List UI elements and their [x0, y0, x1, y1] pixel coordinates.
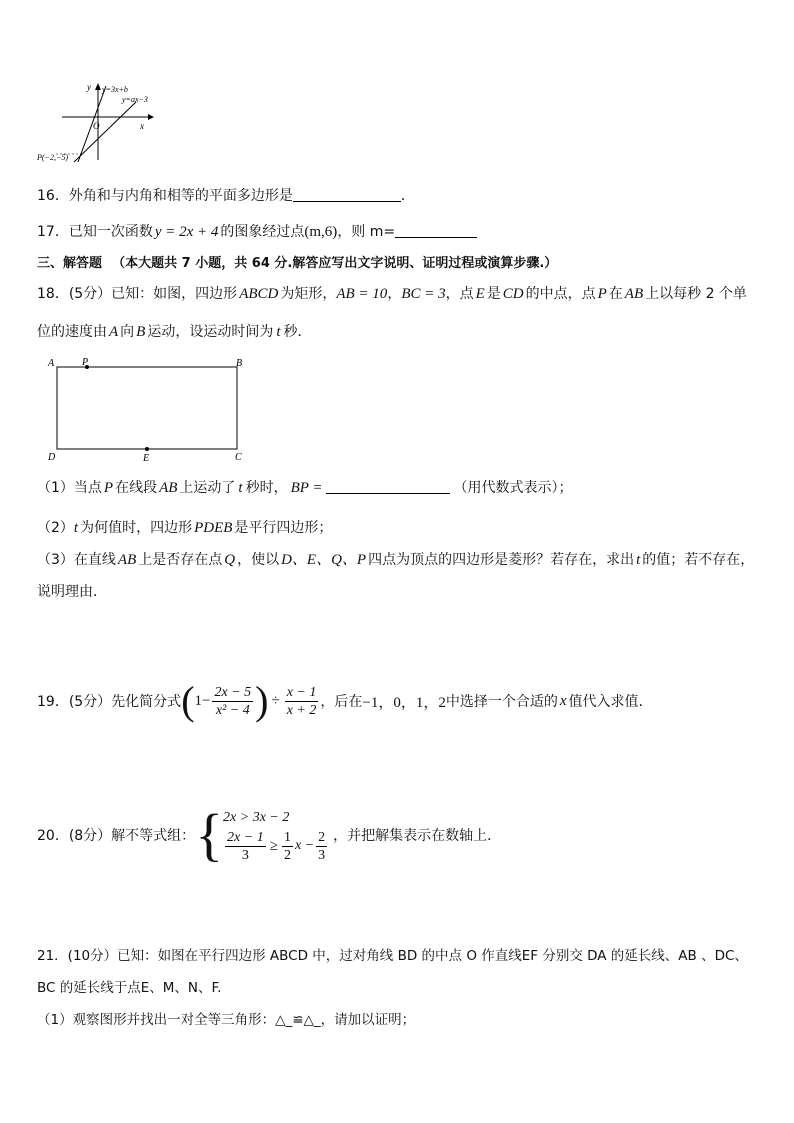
left-paren: (	[181, 678, 195, 723]
y-axis-arrow-icon	[95, 83, 101, 90]
axis-x-label: x	[140, 121, 144, 131]
q18-text: 说明理由．	[37, 584, 107, 600]
q18-text: 位的速度由	[37, 324, 107, 340]
q18-text: 是平行四边形；	[234, 520, 333, 536]
point-e-dot	[145, 447, 149, 451]
q18-text: 的值；若不存在，	[642, 552, 755, 568]
q18-text: ，点	[445, 286, 474, 302]
q18-text: 秒时，	[245, 480, 288, 496]
q21-text: 21．(10分）已知：如图在平行四边形 ABCD 中，过对角线 BD 的中点 O 作直线EF 分别交 DA 的延长线、AB 、DC、	[37, 948, 748, 964]
question-19	[37, 676, 643, 726]
question-16	[37, 186, 415, 206]
origin-label: O	[93, 121, 100, 131]
q18-text: 四点为顶点的四边形是菱形？若存在，求出	[368, 552, 635, 568]
q18-text: 上是否存在点	[138, 552, 223, 568]
q18-text: 秒．	[283, 324, 312, 340]
q18-text: （用代数式表示）；	[453, 480, 573, 496]
q18-p: P	[597, 286, 607, 302]
question-18-sub2	[37, 518, 332, 538]
q18-text: 向	[120, 324, 135, 340]
q17-answer-blank[interactable]	[395, 223, 477, 238]
q18-text: 为矩形，	[280, 286, 337, 302]
q20-den-c: 3	[318, 847, 326, 863]
vertex-b-label: B	[236, 358, 243, 369]
x-axis-arrow-icon	[148, 114, 154, 120]
q20-suffix: ，并把解集表示在数轴上．	[333, 828, 502, 844]
section-3-title: 三、解答题	[37, 256, 103, 271]
question-18-sub1	[37, 478, 573, 498]
q19-text: 中选择一个合适的	[445, 694, 558, 710]
q18-t: t	[276, 324, 281, 340]
q16-text: 16．外角和与内角和相等的平面多边形是	[37, 188, 293, 204]
vertex-c-label: C	[235, 452, 242, 463]
q20-num-b: 1	[283, 829, 291, 845]
q20-den-b: 2	[283, 847, 291, 863]
point-p-label: P	[82, 357, 89, 368]
q21-sub1-text: （1）观察图形并找出一对全等三角形：△_≌△_，请加以证明；	[37, 1012, 416, 1028]
vertex-d-label: D	[48, 452, 56, 463]
inequality-system	[223, 807, 329, 864]
q18-points: D、E、Q、P	[281, 552, 367, 568]
section-3-note: （本大题共 7 小题，共 64 分.解答应写出文字说明、证明过程或演算步骤.）	[112, 256, 558, 271]
question-21-sub1	[37, 1010, 415, 1030]
q18-text: （2）	[37, 520, 74, 536]
q20-fraction-b	[282, 829, 293, 864]
q18-text: 在线段	[115, 480, 158, 496]
q18-text: 上运动了	[179, 480, 236, 496]
q18-text: ，	[387, 286, 402, 302]
q19-numerator-1: 2x − 5	[214, 684, 252, 700]
line-y-3x-b	[78, 86, 106, 162]
q20-fraction-c	[316, 829, 327, 864]
q17-tail: ，则 m=	[337, 224, 396, 240]
q18-text: 上以每秒 2 个单	[645, 286, 747, 302]
q18-text: 运动，设运动时间为	[147, 324, 274, 340]
q18-ab-value: AB = 10	[336, 286, 388, 302]
q18-text: 为何值时，四边形	[80, 520, 193, 536]
q20-num-a: 2x − 1	[227, 829, 264, 845]
q16-suffix: ．	[400, 188, 415, 204]
q18-text: 18．(5分）已知：如图，四边形	[37, 286, 238, 302]
system-brace-icon: {	[195, 802, 224, 867]
q18-text: （1）当点	[37, 480, 102, 496]
rectangle-figure	[44, 354, 254, 466]
q19-divide: ÷	[271, 692, 280, 709]
q18-bp: BP =	[290, 480, 323, 496]
question-20	[37, 800, 501, 870]
q18-ab: AB	[117, 552, 137, 568]
q18-p: P	[103, 480, 114, 496]
q19-denominator-1: x² − 4	[215, 702, 250, 718]
vertex-a-label: A	[48, 358, 55, 369]
axis-y-label: y	[87, 82, 91, 92]
q20-fraction-a	[225, 829, 266, 864]
q19-numerator-2: x − 1	[286, 684, 317, 700]
line2-label: y=ax−3	[122, 95, 148, 104]
question-21-line2	[37, 978, 221, 998]
line1-label: y=3x+b	[102, 85, 128, 94]
q18-b: B	[136, 324, 146, 340]
q19-x: x	[559, 692, 567, 709]
question-21-line1	[37, 946, 748, 966]
q20-den-a: 3	[241, 847, 249, 863]
q19-fraction-2	[285, 684, 319, 719]
q18-text: 的中点，点	[525, 286, 596, 302]
q18-cd: CD	[502, 286, 524, 302]
q18-bc-value: BC = 3	[401, 286, 446, 302]
q18-abcd: ABCD	[239, 286, 279, 302]
q17-point: (m,6)	[304, 224, 338, 240]
q18-ab: AB	[159, 480, 178, 496]
point-e-label: E	[143, 453, 150, 464]
q19-fraction-1	[212, 684, 253, 719]
question-18-line2	[37, 322, 312, 342]
linear-functions-graph	[36, 80, 176, 170]
question-18-sub3-cont	[37, 582, 107, 602]
q19-denominator-2: x + 2	[286, 702, 317, 718]
q18-ab: AB	[624, 286, 644, 302]
q16-answer-blank[interactable]	[293, 187, 401, 202]
q19-text: 19．(5分）先化简分式	[37, 694, 182, 710]
q20-geq: ≥	[269, 837, 278, 854]
q18-bp-answer-blank[interactable]	[326, 479, 450, 494]
line-y-ax-3	[74, 102, 136, 162]
inequality-1: 2x > 3x − 2	[223, 809, 290, 825]
q20-x-minus: x −	[294, 838, 315, 853]
q17-prefix: 17．已知一次函数	[37, 224, 153, 240]
q19-text: ，后在	[320, 694, 363, 710]
q20-text: 20．(8分）解不等式组：	[37, 828, 196, 844]
q18-pdeb: PDEB	[194, 520, 233, 536]
q18-a: A	[109, 324, 119, 340]
q18-text: 在	[608, 286, 623, 302]
q19-one-minus: 1−	[194, 692, 211, 709]
question-17	[37, 222, 477, 242]
q19-text: 值代入求值.	[568, 694, 643, 710]
question-18-sub3	[37, 550, 754, 570]
q18-e: E	[475, 286, 485, 302]
rectangle-abcd	[57, 367, 237, 449]
q18-q: Q	[224, 552, 236, 568]
q18-t: t	[238, 480, 243, 496]
point-p-label: P(−2,−5)	[37, 153, 69, 162]
section-3-heading	[37, 254, 557, 274]
question-18-line1	[37, 284, 747, 304]
inequality-2	[223, 829, 329, 864]
q18-text: 是	[486, 286, 501, 302]
q18-t: t	[73, 520, 79, 536]
q21-text: BC 的延长线于点E、M、N、F.	[37, 980, 222, 996]
q17-mid: 的图象经过点	[220, 224, 305, 240]
q17-expr: y = 2x + 4	[154, 224, 219, 240]
q18-text: （3）在直线	[37, 552, 116, 568]
q18-text: ，使以	[237, 552, 280, 568]
right-paren: )	[255, 678, 269, 723]
q19-values: −1，0，1，2	[362, 694, 446, 711]
q20-num-c: 2	[318, 829, 326, 845]
q18-t: t	[636, 552, 641, 568]
